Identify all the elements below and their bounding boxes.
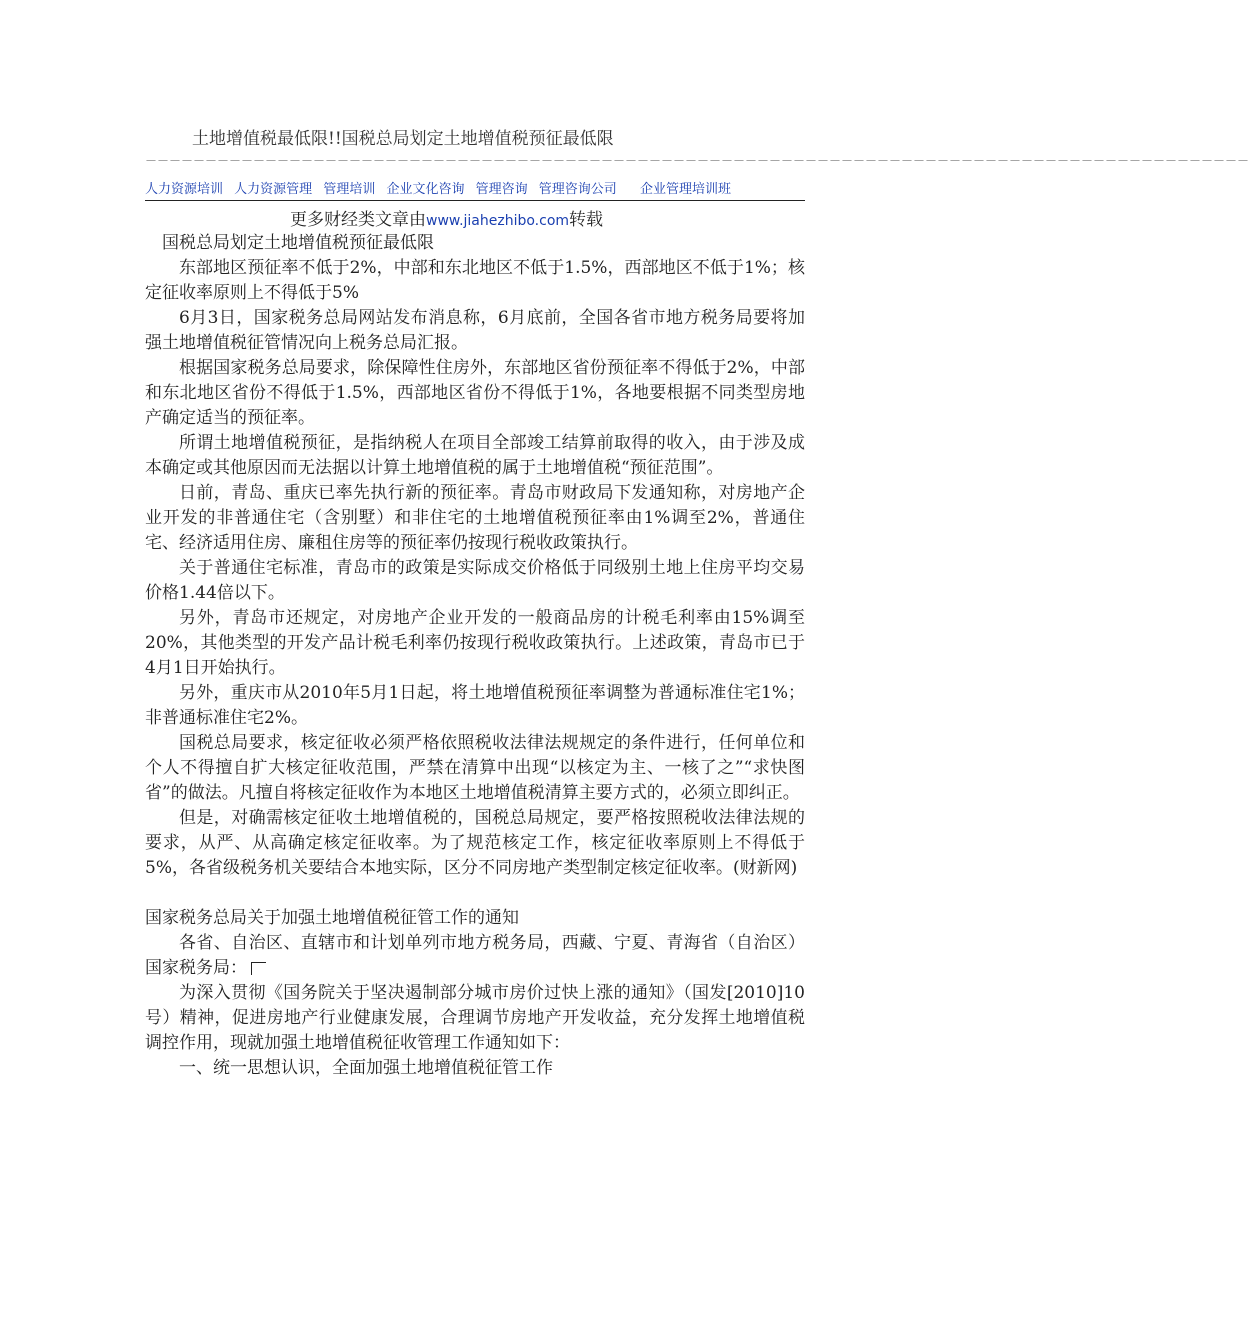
notice-addressee-paragraph: [145, 931, 805, 981]
link-management-consulting-company[interactable]: 管理咨询公司: [538, 182, 617, 197]
horizontal-rule: [145, 200, 805, 201]
notice-intro: 为深入贯彻《国务院关于坚决遏制部分城市房价过快上涨的通知》（国发[2010]10号）精神，促进房地产行业健康发展，合理调节房地产开发收益，充分发挥土地增值税调控作用，现就加强土地增值税征收管理工作通知如下：: [145, 983, 805, 1053]
link-management-training-class[interactable]: 企业管理培训班: [639, 182, 731, 197]
article-paragraph: 东部地区预征率不低于2%，中部和东北地区不低于1.5%，西部地区不低于1%；核定征收率原则上不得低于5%: [145, 258, 805, 303]
article-paragraph: 6月3日，国家税务总局网站发布消息称，6月底前，全国各省市地方税务局要将加强土地增值税征管情况向上税务总局汇报。: [145, 308, 805, 353]
article-paragraph: 关于普通住宅标准，青岛市的政策是实际成交价格低于同级别土地上住房平均交易价格1.44倍以下。: [145, 558, 805, 603]
notice-section-heading: 一、统一思想认识，全面加强土地增值税征管工作: [179, 1058, 553, 1078]
blank-line: [145, 881, 805, 906]
article-paragraph: 另外，重庆市从2010年5月1日起，将土地增值税预征率调整为普通标准住宅1%；非普通标准住宅2%。: [145, 683, 805, 728]
article-paragraph: 所谓土地增值税预征，是指纳税人在项目全部竣工结算前取得的收入，由于涉及成本确定或其他原因而无法据以计算土地增值税的属于土地增值税“预征范围”。: [145, 433, 805, 478]
source-url-link[interactable]: www.jiahezhibo.com: [426, 213, 570, 229]
article-heading: 国税总局划定土地增值税预征最低限: [162, 233, 434, 253]
article-paragraph: 根据国家税务总局要求，除保障性住房外，东部地区省份预征率不得低于2%，中部和东北地区省份不得低于1.5%，西部地区省份不得低于1%，各地要根据不同类型房地产确定适当的预征率。: [145, 358, 805, 428]
article-paragraph: 日前，青岛、重庆已率先执行新的预征率。青岛市财政局下发通知称，对房地产企业开发的非普通住宅（含别墅）和非住宅的土地增值税预征率由1%调至2%，普通住宅、经济适用住房、廉租住房等的预征率仍按现行税收政策执行。: [145, 483, 805, 553]
link-management-training[interactable]: 管理培训: [323, 182, 376, 197]
article-paragraph: 但是，对确需核定征收土地增值税的，国税总局规定，要严格按照税收法律法规的要求，从严、从高确定核定征收率。为了规范核定工作，核定征收率原则上不得低于5%，各省级税务机关要结合本地实际，区分不同房地产类型制定核定征收率。(财新网): [145, 808, 805, 878]
source-line: [290, 205, 603, 230]
notice-heading: 国家税务总局关于加强土地增值税征管工作的通知: [145, 908, 519, 928]
article-paragraph: 另外，青岛市还规定，对房地产企业开发的一般商品房的计税毛利率由15%调至20%，其他类型的开发产品计税毛利率仍按现行税收政策执行。上述政策，青岛市已于4月1日开始执行。: [145, 608, 805, 678]
link-bar: [145, 178, 805, 197]
source-prefix: 更多财经类文章由: [290, 210, 426, 230]
article-body: [145, 231, 805, 1081]
notice-addressee: 各省、自治区、直辖市和计划单列市地方税务局，西藏、宁夏、青海省（自治区）国家税务局：: [145, 933, 805, 978]
article-paragraph: 国税总局要求，核定征收必须严格依照税收法律法规规定的条件进行，任何单位和个人不得擅自扩大核定征收范围，严禁在清算中出现“以核定为主、一核了之”“求快图省”的做法。凡擅自将核定征收作为本地区土地增值税清算主要方式的，必须立即纠正。: [145, 733, 805, 803]
document-title: 土地增值税最低限!!国税总局划定土地增值税预征最低限: [192, 129, 614, 149]
link-management-consulting[interactable]: 管理咨询: [475, 182, 528, 197]
source-suffix: 转载: [569, 210, 604, 230]
link-corporate-culture-consulting[interactable]: 企业文化咨询: [386, 182, 465, 197]
text-cursor-mark: [251, 962, 266, 975]
link-hr-training[interactable]: 人力资源培训: [145, 182, 224, 197]
dash-separator: －－－－－－－－－－－－－－－－－－－－－－－－－－－－－－－－－－－－－－－－－－－－－－－－－－－－－－－－－－－－－－－－－－－－－－－－－－－－－－－－－－－－－－－－－－－－: [145, 154, 1249, 168]
link-hr-management[interactable]: 人力资源管理: [234, 182, 313, 197]
